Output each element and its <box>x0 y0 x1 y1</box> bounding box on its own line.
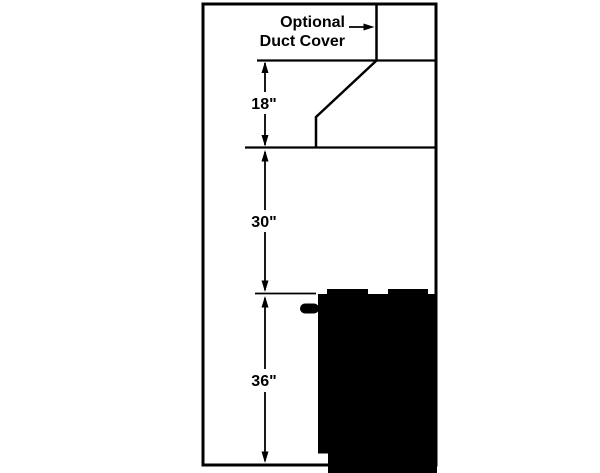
duct-cover-label-line1: Optional <box>280 14 345 31</box>
dim-label-clearance: 30" <box>251 214 277 231</box>
range-door-handle <box>300 304 319 314</box>
dim-label-hood-height: 18" <box>251 96 277 113</box>
dim-label-range-height: 36" <box>251 373 277 390</box>
duct-cover-label-line2: Duct Cover <box>259 33 345 50</box>
range-silhouette <box>318 289 437 473</box>
